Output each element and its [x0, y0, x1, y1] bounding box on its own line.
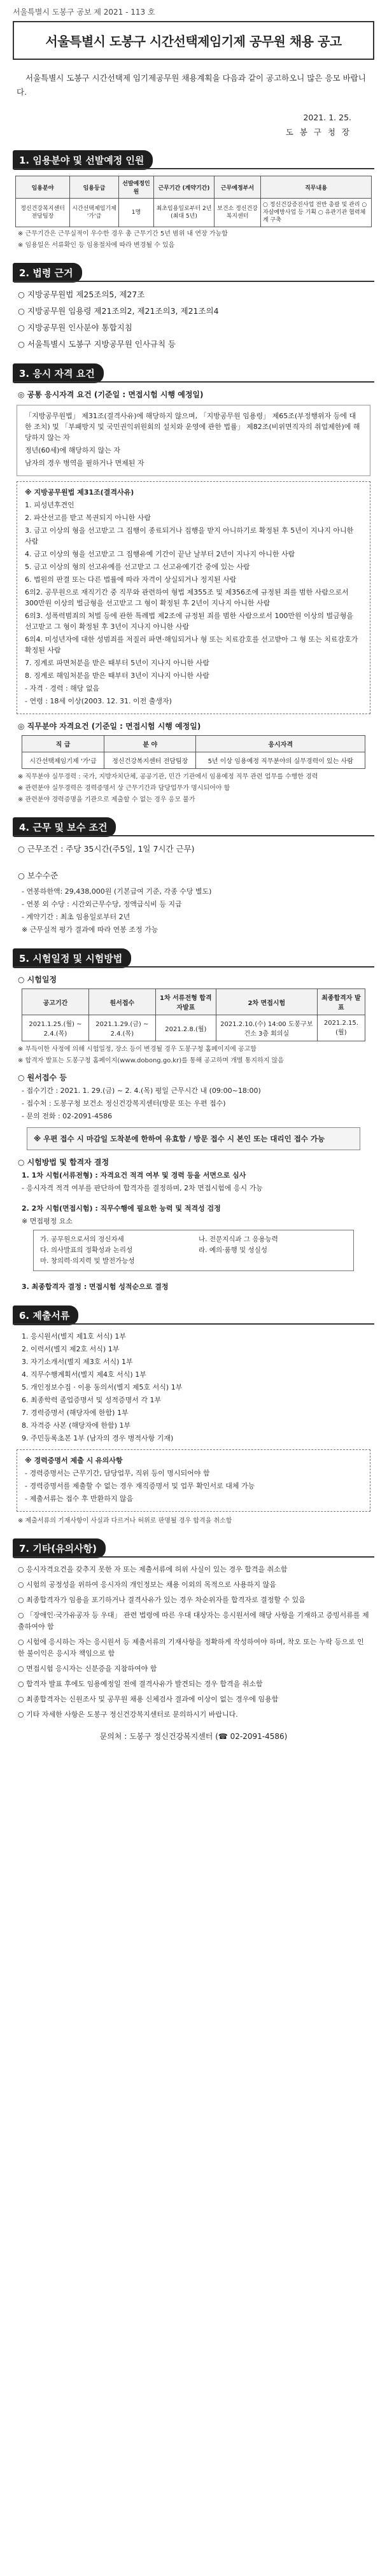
pay-item: - 연봉하한액: 29,438,000원 (기본급여 기준, 각종 수당 별도): [22, 887, 212, 896]
section-header-7: [13, 1538, 379, 1558]
criteria-item: 라. 예의·품행 및 성실성: [199, 1246, 267, 1254]
section-header-5: [13, 948, 379, 968]
contact-line: 문의처 : 도봉구 정신건강복지센터 (☎ 02-2091-4586): [99, 1732, 288, 1741]
cell-grade: 시간선택제임기제 '가'급: [22, 752, 104, 769]
column-header: 2차 면접시험: [216, 989, 317, 1015]
table-note: ※ 근무기간은 근무실적이 우수한 경우 총 근무기간 5년 범위 내 연장 가능함: [18, 230, 228, 237]
law-item: ○ 지방공무원 임용령 제21조의2, 제21조의3, 제21조의4: [18, 306, 219, 316]
section-title: 3. 응시 자격 요건: [13, 363, 104, 383]
notice-item: ○ 합격자 발표 후에도 임용예정일 전에 결격사유가 발견되는 경우 합격을 취소함: [18, 1680, 263, 1688]
cell-field: 정신건강복지센터 전담팀장: [104, 752, 196, 769]
cell-grade: 시간선택제임기제 '가'급: [70, 199, 119, 227]
disqualification-box: [17, 481, 370, 714]
job-qualification-title: ◎ 직무분야 자격요건 (기준일 : 면접시험 시행 예정일): [18, 722, 201, 731]
divider: [13, 281, 374, 282]
notice-item: ○ 시험의 공정성을 위하여 응시자의 개인정보는 채용 이외의 목적으로 사용하지 않음: [18, 1580, 276, 1589]
section-header-1: [13, 150, 379, 169]
job-note: ※ 직무분야 실무경력 : 국가, 지방자치단체, 공공기관, 민간 기관에서 임용예정 직무 관련 업무를 수행한 경력: [18, 773, 318, 780]
column-header: 근무예정부서: [215, 176, 261, 199]
pay-item: ※ 근무실적 평가 결과에 따라 연봉 조정 가능: [22, 926, 158, 934]
job-qualification-table: [22, 735, 365, 769]
exam-step: 1. 1차 시험(서류전형) : 자격요건 적격 여부 및 경력 등을 서면으로 심사: [22, 1171, 246, 1179]
doc-item: 6. 최종학력 졸업증명서 및 성적증명서 각 1부: [22, 1396, 162, 1404]
cell-announce-period: 2021.1.25.(월) ~ 2.4.(목): [22, 1015, 89, 1041]
cell-duties: ○ 정신건강증진사업 전반 총괄 및 관리 ○ 자살예방사업 등 기획 ○ 유관기관 협력체계 구축: [261, 199, 372, 227]
cell-application-period: 2021.1.29.(금) ~ 2.4.(목): [88, 1015, 155, 1041]
divider: [13, 168, 374, 169]
section-header-2: [13, 263, 379, 282]
cell-requirement: 5년 이상 임용예정 직무분야의 실무경력이 있는 사람: [196, 752, 365, 769]
table-header-row: [22, 736, 365, 752]
doc-item: 1. 응시원서(별지 제1호 서식) 1부: [22, 1332, 126, 1341]
column-header: 최종합격자 발표: [317, 989, 365, 1015]
doc-item: 2. 이력서(별지 제2호 서식) 1부: [22, 1345, 120, 1353]
section-header-6: [13, 1306, 379, 1325]
criteria-item: 가. 공무원으로서의 정신자세: [40, 1235, 124, 1243]
notice-item: ○ 응시자격요건을 갖추지 못한 자 또는 제출서류에 허위 사실이 있는 경우 합격을 취소함: [18, 1565, 288, 1573]
schedule-table: [22, 989, 365, 1041]
doc-item: 7. 경력증명서 (해당자에 한함) 1부: [22, 1409, 129, 1417]
disqualification-item: 2. 파산선고를 받고 복권되지 아니한 사람: [25, 514, 151, 522]
notice-item: ○ 「장애인·국가유공자 등 우대」 관련 법령에 따른 우대 대상자는 응시원서에 해당 사항을 기재하고 증빙서류를 제출하여야 함: [18, 1611, 369, 1631]
doc-item: 4. 직무수행계획서(별지 제4호 서식) 1부: [22, 1370, 146, 1379]
pay-item: - 연봉 외 수당 : 시간외근무수당, 정액급식비 등 지급: [22, 900, 182, 908]
section-header-4: [13, 817, 379, 836]
doc-item: 5. 개인정보수집 · 이용 동의서(별지 제5호 서식) 1부: [22, 1383, 183, 1391]
criteria-item: 다. 의사발표의 정확성과 논리성: [40, 1246, 133, 1254]
criteria-title: ※ 면접평정 요소: [22, 1217, 73, 1225]
divider: [13, 1556, 374, 1558]
section-title: 6. 제출서류: [13, 1306, 78, 1325]
disqualification-item: 5. 금고 이상의 형의 선고유예를 선고받고 그 선고유예기간 중에 있는 사람: [25, 563, 250, 571]
criteria-item: 나. 전문지식과 그 응용능력: [199, 1235, 278, 1243]
divider: [13, 1323, 374, 1325]
common-qualification-box: [17, 405, 370, 476]
section-title: 4. 근무 및 보수 조건: [13, 817, 116, 837]
work-hours: ○ 근무조건 : 주당 35시간(주5일, 1일 7시간 근무): [18, 844, 195, 854]
divider: [13, 835, 374, 836]
cell-dept: 보건소 정신건강복지센터: [215, 199, 261, 227]
exam-step-detail: - 응시자격 적격 여부를 판단하여 합격자를 결정하며, 2차 면접시험에 응시 가능: [22, 1184, 263, 1192]
doc-notice-item: - 경력증명서를 제출할 수 없는 경우 재직증명서 및 업무 확인서로 대체 가능: [25, 1482, 255, 1490]
table-note: ※ 임용일은 서류확인 등 임용절차에 따라 변경될 수 있음: [18, 242, 175, 249]
doc-notice-title: ※ 경력증명서 제출 시 유의사항: [25, 1456, 123, 1465]
law-item: ○ 지방공무원 인사분야 통합지침: [18, 323, 132, 332]
disqualification-item: 8. 징계로 해임처분을 받은 때부터 3년이 지나지 아니한 사람: [25, 672, 209, 680]
law-item: ○ 서울특별시 도봉구 지방공무원 인사규칙 등: [18, 339, 176, 349]
column-header: 분 야: [104, 736, 196, 752]
section-header-3: [13, 363, 379, 383]
doc-notice-item: - 제출서류는 접수 후 반환하지 않음: [25, 1495, 134, 1503]
pay-item: - 계약기간 : 최초 임용일로부터 2년: [22, 913, 130, 921]
exam-step: 3. 최종합격자 결정 : 면접시험 성적순으로 결정: [22, 1283, 169, 1291]
etc-requirement: - 자격 · 경력 : 해당 없음: [25, 684, 100, 693]
column-header: 1차 서류전형 합격자발표: [155, 989, 216, 1015]
column-header: 임용분야: [16, 176, 70, 199]
criteria-box: [33, 1230, 354, 1271]
page-title: 서울특별시 도봉구 시간선택제임기제 공무원 채용 공고: [45, 34, 342, 49]
qualification-text: 정년(60세)에 해당하지 않는 자: [25, 446, 120, 454]
table-row: [22, 752, 365, 769]
title-box: [13, 21, 374, 60]
cell-count: 1명: [119, 199, 154, 227]
notice-item: ○ 기타 자세한 사항은 도봉구 정신건강복지센터로 문의하시기 바랍니다.: [18, 1710, 238, 1719]
table-header-row: [16, 176, 372, 199]
qualification-text: 남자의 경우 병역을 필하거나 면제된 자: [25, 459, 144, 467]
exam-method-title: ○ 시험방법 및 합격자 결정: [18, 1158, 109, 1167]
application-item: - 문의 전화 : 02-2091-4586: [22, 1112, 113, 1120]
application-item: - 접수기간 : 2021. 1. 29.(금) ~ 2. 4.(목) 평일 근무시간 내 (09:00~18:00): [22, 1087, 261, 1095]
doc-notice-item: - 경력증명서는 근무기간, 담당업무, 직위 등이 명시되어야 함: [25, 1469, 210, 1477]
cell-final-result: 2021.2.15.(월): [317, 1015, 365, 1041]
application-highlight: ※ 우편 접수 시 마감일 도착분에 한하여 유효함 / 방문 접수 시 본인 또는 대리인 접수 가능: [27, 1127, 360, 1150]
notice-item: ○ 최종합격자는 신원조사 및 공무원 채용 신체검사 결과에 이상이 없는 경우에 임용함: [18, 1695, 279, 1703]
column-header: 선발예정인원: [119, 176, 154, 199]
section-title: 7. 기타(유의사항): [13, 1538, 106, 1558]
position-table: [15, 176, 372, 227]
disqualification-item: 1. 피성년후견인: [25, 501, 74, 509]
doc-item: 8. 자격증 사본 (해당자에 한함) 1부: [22, 1421, 131, 1430]
column-header: 근무기간 (계약기간): [154, 176, 215, 199]
section-title: 2. 법령 근거: [13, 263, 82, 283]
notice-list: [18, 1564, 369, 1721]
doc-extra-note: ※ 제출서류의 기재사항이 사실과 다르거나 허위로 판명될 경우 합격을 취소함: [18, 1517, 232, 1524]
doc-notice-box: [17, 1449, 370, 1512]
column-header: 임용등급: [70, 176, 119, 199]
disqualification-item: 4. 금고 이상의 형을 선고받고 그 집행유예 기간이 끝난 날부터 2년이 지나지 아니한 사람: [25, 550, 295, 558]
gazette-line: 서울특별시 도봉구 공보 제 2021 - 113 호: [13, 8, 155, 17]
pay-title: ○ 보수수준: [18, 871, 59, 880]
qualification-text: 「지방공무원법」 제31조(결격사유)에 해당하지 않으며, 「지방공무원 임용령」 제65조(부정행위자 등에 대한 조치) 및 「부패방지 및 국민권익위원회의 설치와 운영에 관한 법률」 제82조(비위면직자의 취업제한)에 해당하지 않는 자: [25, 412, 360, 442]
notice-item: ○ 면접시험 응시자는 신분증을 지참하여야 함: [18, 1665, 157, 1673]
column-header: 직 급: [22, 736, 104, 752]
cell-first-result: 2021.2.8.(월): [155, 1015, 216, 1041]
cell-interview: 2021.2.10.(수) 14:00 도봉구보건소 3층 회의실: [216, 1015, 317, 1041]
schedule-note: ※ 부득이한 사정에 의해 시험일정, 장소 등이 변경될 경우 도봉구청 홈페이지에 공고함: [18, 1046, 257, 1053]
column-header: 직무내용: [261, 176, 372, 199]
schedule-title: ○ 시험일정: [18, 975, 57, 984]
issuer: 도 봉 구 청 장: [285, 127, 351, 137]
doc-item: 9. 주민등록초본 1부 (남자의 경우 병적사항 기재): [22, 1434, 174, 1442]
disqualification-item: 3. 금고 이상의 형을 선고받고 그 집행이 종료되거나 집행을 받지 아니하기로 확정된 후 5년이 지나지 아니한 사람: [25, 526, 354, 545]
disqualification-item: 6의2. 공무원으로 재직기간 중 직무와 관련하여 형법 제355조 및 제356조에 규정된 죄를 범한 사람으로서 300만원 이상의 벌금형을 선고받고 그 형이 확정된 후 2년이 지나지 아니한 사람: [25, 588, 349, 607]
application-title: ○ 원서접수 등: [18, 1073, 67, 1082]
etc-requirement: - 연령 : 18세 이상(2003. 12. 31. 이전 출생자): [25, 697, 172, 705]
disqualification-item: 6. 법원의 판결 또는 다른 법률에 따라 자격이 상실되거나 정지된 사람: [25, 575, 237, 584]
cell-field: 정신건강복지센터 전담팀장: [16, 199, 70, 227]
application-item: - 접수처 : 도봉구청 보건소 정신건강복지센터(방문 또는 우편 접수): [22, 1099, 226, 1108]
schedule-note: ※ 합격자 발표는 도봉구청 홈페이지(www.dobong.go.kr)를 통해 공고하며 개별 통지하지 않음: [18, 1057, 284, 1064]
divider: [13, 966, 374, 968]
disqualification-item: 6의3. 성폭력범죄의 처벌 등에 관한 특례법 제2조에 규정된 죄를 범한 사람으로서 100만원 이상의 벌금형을 선고받고 그 형이 확정된 후 3년이 지나지 아니한 사람: [25, 612, 353, 631]
criteria-item: 마. 창의력·의지력 및 발전가능성: [40, 1257, 135, 1265]
law-item: ○ 지방공무원법 제25조의5, 제27조: [18, 290, 145, 299]
column-header: 원서접수: [88, 989, 155, 1015]
job-note: ※ 관련분야 실무경력은 경력증명서 상 근무기간과 담당업무가 명시되어야 함: [18, 785, 230, 792]
section-title: 1. 임용분야 및 선발예정 인원: [13, 150, 153, 170]
column-header: 응시자격: [196, 736, 365, 752]
doc-item: 3. 자기소개서(별지 제3호 서식) 1부: [22, 1358, 133, 1366]
announce-date: 2021. 1. 25.: [303, 113, 351, 122]
disqualification-title: ※ 지방공무원법 제31조(결격사유): [25, 488, 134, 496]
common-qualification-title: ◎ 공통 응시자격 요건 (기준일 : 면접시험 시행 예정일): [18, 390, 204, 399]
notice-item: ○ 시험에 응시하는 자는 응시원서 등 제출서류의 기재사항을 정확하게 작성하여야 하며, 착오 또는 누락 등으로 인한 불이익은 응시자 책임으로 함: [18, 1638, 364, 1658]
exam-step: 2. 2차 시험(면접시험) : 직무수행에 필요한 능력 및 적격성 검정: [22, 1204, 221, 1213]
table-header-row: [22, 989, 365, 1015]
intro-text: 서울특별시 도봉구 시간선택제 임기제공무원 채용계획을 다음과 같이 공고하오니 많은 응모 바랍니다.: [17, 73, 366, 97]
column-header: 공고기간: [22, 989, 89, 1015]
cell-period: 최초임용일로부터 2년 (최대 5년): [154, 199, 215, 227]
job-note: ※ 관련분야 경력증명을 기관으로 제출할 수 없는 경우 응모 불가: [18, 796, 195, 803]
table-row: [16, 199, 372, 227]
notice-item: ○ 최종합격자가 임용을 포기하거나 결격사유가 있는 경우 차순위자를 합격자로 결정할 수 있음: [18, 1596, 306, 1604]
section-title: 5. 시험일정 및 시험방법: [13, 948, 131, 968]
divider: [13, 381, 374, 383]
disqualification-item: 6의4. 미성년자에 대한 성범죄를 저질러 파면·해임되거나 형 또는 치료감호를 선고받아 그 형 또는 치료감호가 확정된 사람: [25, 635, 358, 654]
disqualification-item: 7. 징계로 파면처분을 받은 때부터 5년이 지나지 아니한 사람: [25, 659, 209, 667]
announcement-page: [8, 0, 379, 1742]
table-row: [22, 1015, 365, 1041]
